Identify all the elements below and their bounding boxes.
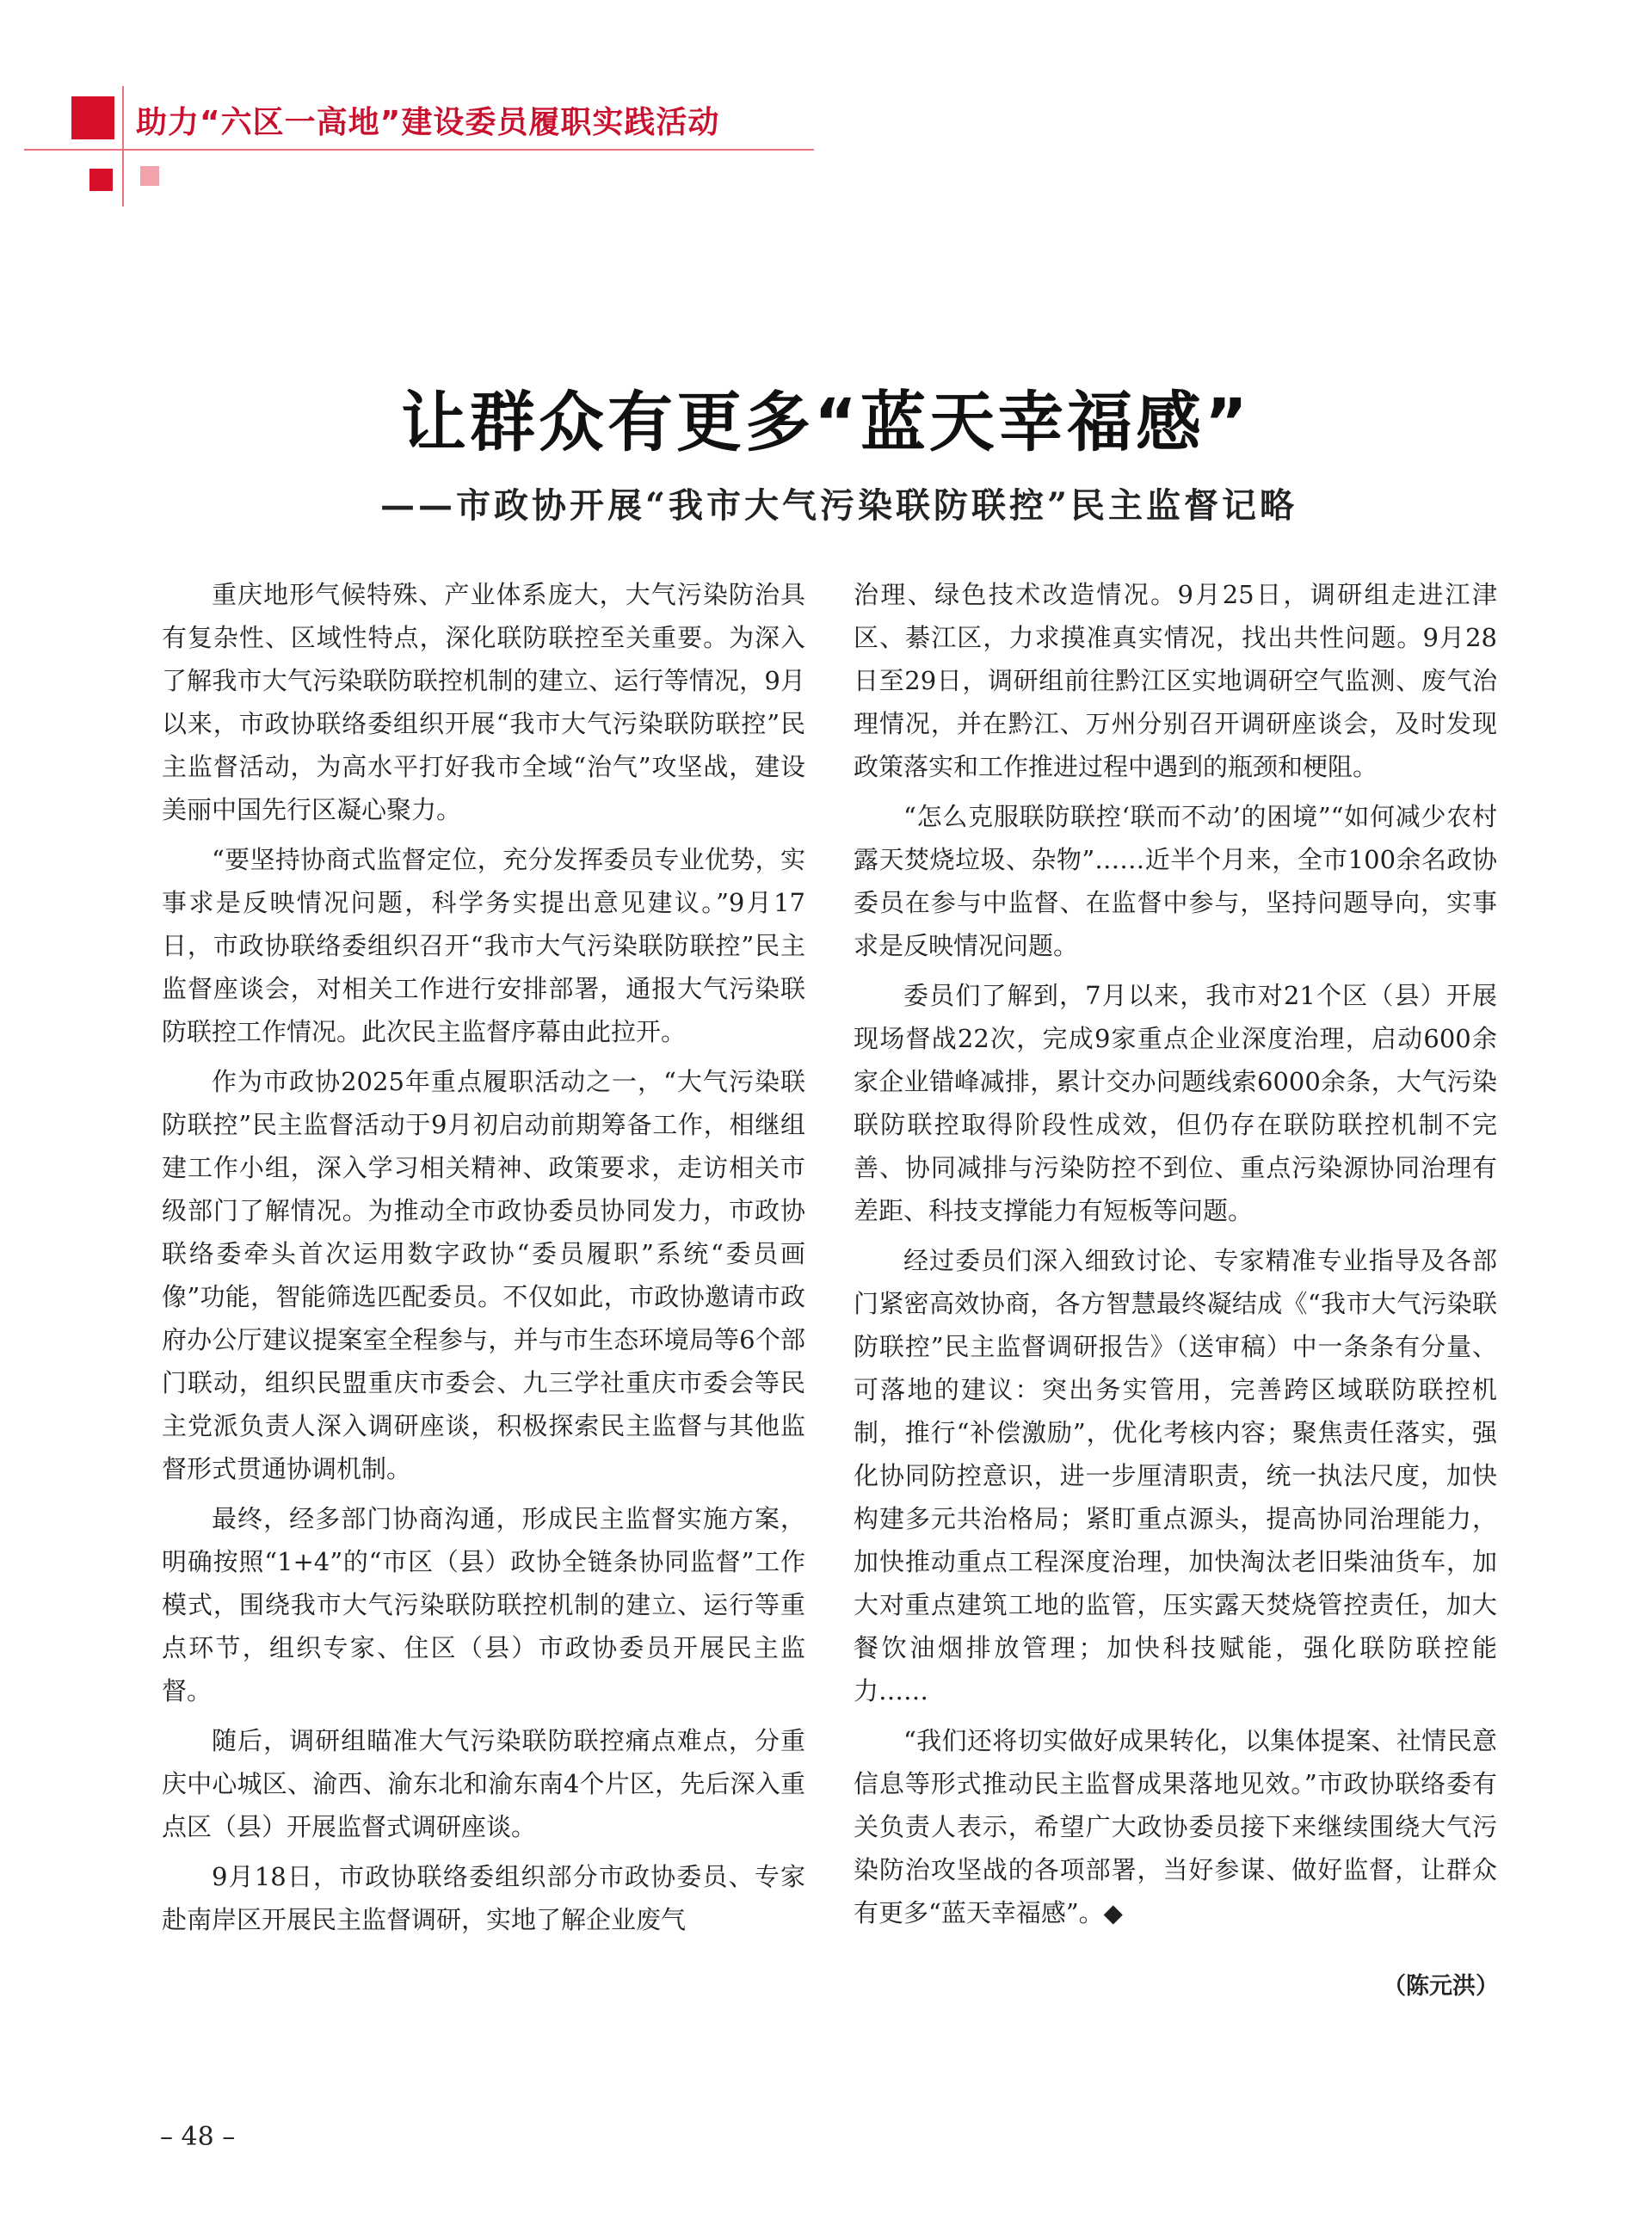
article-title: 让群众有更多“蓝天幸福感” — [401, 384, 1251, 460]
paragraph: 重庆地形气候特殊、产业体系庞大，大气污染防治具有复杂性、区域性特点，深化联防联控至关重要。为深入了解我市大气污染联防联控机制的建立、运行等情况，9月以来，市政协联络委组织开展“我市大气污染联防联控”民主监督活动，为高水平打好我市全域“治气”攻坚战，建设美丽中国先行区凝心聚力。 — [162, 580, 805, 824]
right-column — [854, 573, 1497, 1934]
paragraph: 经过委员们深入细致讨论、专家精准专业指导及各部门紧密高效协商，各方智慧最终凝结成《“我市大气污染联防联控”民主监督调研报告》（送审稿）中一条条有分量、可落地的建议：突出务实管用，完善跨区域联防联控机制，推行“补偿激励”，优化考核内容；聚焦责任落实，强化协同防控意识，进一步厘清职责，统一执法尺度，加快构建多元共治格局；紧盯重点源头，提高协同治理能力，加快推动重点工程深度治理，加快淘汰老旧柴油货车，加大对重点建筑工地的监管，压实露天焚烧管控责任，加大餐饮油烟排放管理；加快科技赋能，强化联防联控能力…… — [854, 1246, 1497, 1705]
paragraph: 9月18日，市政协联络委组织部分市政协委员、专家赴南岸区开展民主监督调研，实地了解企业废气 — [162, 1862, 805, 1934]
paragraph-continued: 治理、绿色技术改造情况。9月25日，调研组走进江津区、綦江区，力求摸准真实情况，找出共性问题。9月28日至29日，调研组前往黔江区实地调研空气监测、废气治理情况，并在黔江、万州分别召开调研座谈会，及时发现政策落实和工作推进过程中遇到的瓶颈和梗阻。 — [854, 580, 1497, 781]
header-small-pink-square — [140, 166, 159, 186]
header-rule — [24, 149, 814, 151]
author-byline: （陈元洪） — [1383, 1973, 1499, 2000]
paragraph: 随后，调研组瞄准大气污染联防联控痛点难点，分重庆中心城区、渝西、渝东北和渝东南4个片区，先后深入重点区（县）开展监督式调研座谈。 — [162, 1726, 805, 1841]
header-vertical-rule — [122, 86, 124, 207]
header-small-red-square — [89, 169, 113, 191]
paragraph: “要坚持协商式监督定位，充分发挥委员专业优势，实事求是反映情况问题，科学务实提出意见建议。”9月17日，市政协联络委组织召开“我市大气污染联防联控”民主监督座谈会，对相关工作进行安排部署，通报大气污染联防联控工作情况。此次民主监督序幕由此拉开。 — [162, 845, 805, 1046]
paragraph: 最终，经多部门协商沟通，形成民主监督实施方案，明确按照“1+4”的“市区（县）政协全链条协同监督”工作模式，围绕我市大气污染联防联控机制的建立、运行等重点环节，组织专家、住区（县）市政协委员开展民主监督。 — [162, 1504, 805, 1705]
article-subtitle: ——市政协开展“我市大气污染联防联控”民主监督记略 — [379, 485, 1298, 526]
header-red-square — [71, 96, 114, 139]
section-title: 助力“六区一高地”建设委员履职实践活动 — [136, 105, 720, 140]
paragraph: 作为市政协2025年重点履职活动之一，“大气污染联防联控”民主监督活动于9月初启动前期筹备工作，相继组建工作小组，深入学习相关精神、政策要求，走访相关市级部门了解情况。为推动全市政协委员协同发力，市政协联络委牵头首次运用数字政协“委员履职”系统“委员画像”功能，智能筛选匹配委员。不仅如此，市政协邀请市政府办公厅建议提案室全程参与，并与市生态环境局等6个部门联动，组织民盟重庆市委会、九三学社重庆市委会等民主党派负责人深入调研座谈，积极探索民主监督与其他监督形式贯通协调机制。 — [162, 1067, 805, 1483]
left-column — [162, 573, 805, 1941]
paragraph: 委员们了解到，7月以来，我市对21个区（县）开展现场督战22次，完成9家重点企业深度治理，启动600余家企业错峰减排，累计交办问题线索6000余条，大气污染联防联控取得阶段性成效，但仍存在联防联控机制不完善、协同减排与污染防控不到位、重点污染源协同治理有差距、科技支撑能力有短板等问题。 — [854, 981, 1497, 1225]
paragraph: “我们还将切实做好成果转化，以集体提案、社情民意信息等形式推动民主监督成果落地见效。”市政协联络委有关负责人表示，希望广大政协委员接下来继续围绕大气污染防治攻坚战的各项部署，当好参谋、做好监督，让群众有更多“蓝天幸福感”。◆ — [854, 1726, 1497, 1927]
paragraph: “怎么克服联防联控‘联而不动’的困境”“如何减少农村露天焚烧垃圾、杂物”……近半个月来，全市100余名政协委员在参与中监督、在监督中参与，坚持问题导向，实事求是反映情况问题。 — [854, 802, 1497, 960]
page-number: – 48 – — [160, 2122, 236, 2152]
